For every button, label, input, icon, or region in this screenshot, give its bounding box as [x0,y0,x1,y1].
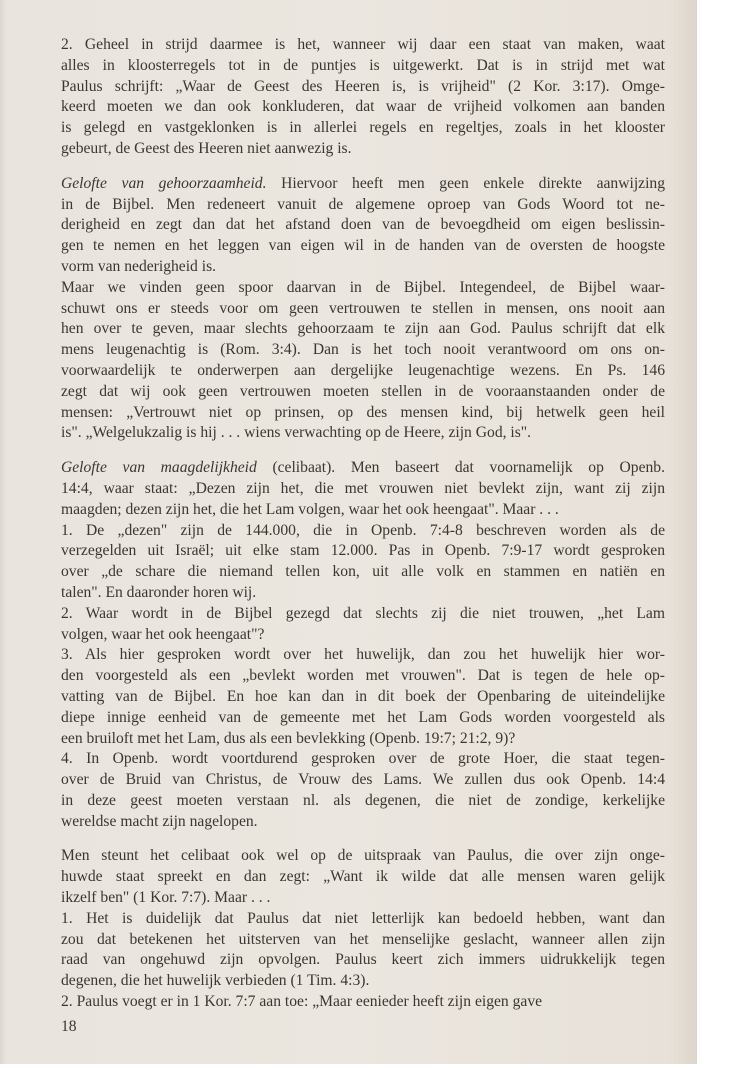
line-text: derigheid en zegt dan dat het afstand doen van de bevoegdheid om eigen beslissin- [61,216,665,234]
paragraph [61,35,665,160]
line-text: over „de schare die niemand tellen kon, uit alle volk en stammen en natiën en [61,563,665,581]
line-text: vatting van de Bijbel. En hoe kan dan in dit boek der Openbaring de uiteindelijke [61,687,665,705]
text-line [61,382,665,403]
line-text: wereldse macht zijn nagelopen. [61,812,258,830]
text-line [61,625,665,646]
text-line [61,299,665,320]
text-line [61,645,665,666]
line-text: mens leugenachtig is (Rom. 3:4). Dan is het toch nooit verantwoord om ons on- [61,341,665,359]
text-line [61,930,665,951]
line-text: volgen, waar het ook heengaat"? [61,625,265,643]
line-text: voorwaardelijk te onderwerpen aan dergelijke leugenachtige wezens. En Ps. 146 [61,361,665,379]
line-text: zegt dat wij ook geen vertrouwen moeten stellen in de vooraanstaanden onder de [61,382,665,400]
text-line [61,278,665,299]
line-text: 2. Paulus voegt er in 1 Kor. 7:7 aan toe: „Maar eenieder heeft zijn eigen gave [61,993,543,1011]
text-line [61,479,665,500]
text-line [61,521,665,542]
text-line [61,687,665,708]
text-line [61,992,665,1013]
paragraph [61,846,665,1012]
body-text [61,35,665,1015]
line-text: een bruiloft met het Lam, dus als een bevlekking (Openb. 19:7; 21:2, 9)? [61,729,516,747]
line-text: zou dat betekenen het uitsterven van het menselijke geslacht, wanneer allen zijn [61,930,665,948]
text-line [61,56,665,77]
line-text: gen te nemen en het leggen van eigen wil in de handen van de oversten de hoogste [61,237,665,255]
text-line [61,35,665,56]
line-text: keerd moeten we dan ook konkluderen, dat waar de vrijheid volkomen aan banden [61,98,665,116]
line-text: hen over te geven, maar slechts gehoorzaam te zijn aan God. Paulus schrijft dat elk [61,320,665,338]
text-line [61,950,665,971]
text-line [61,583,665,604]
line-text: is". „Welgelukzalig is hij . . . wiens verwachting op de Heere, zijn God, is". [61,424,532,442]
line-text: vorm van nederigheid is. [61,257,217,275]
line-text: diepe innige eenheid van de gemeente met het Lam Gods worden voorgesteld als [61,708,665,726]
text-line [61,174,665,195]
paragraph [61,458,665,832]
line-text: Hiervoor heeft men geen enkele direkte aanwijzing [266,174,665,192]
text-line [61,846,665,867]
line-text: Men steunt het celibaat ook wel op de uitspraak van Paulus, die over zijn onge- [61,847,665,865]
text-line [61,541,665,562]
line-text: schuwt ons er steeds voor om geen vertrouwen te stellen in mensen, ons nooit aan [61,299,665,317]
line-text: 3. Als hier gesproken wordt over het huwelijk, dan zou het huwelijk hier wor- [61,646,665,664]
text-line [61,403,665,424]
line-text: mensen: „Vertrouwt niet op prinsen, op des mensen kind, bij hetwelk geen heil [61,403,665,421]
text-line [61,791,665,812]
text-line [61,708,665,729]
line-text: in deze geest moeten verstaan nl. als degenen, die niet de zondige, kerkelijke [61,791,665,809]
line-text: 4. In Openb. wordt voortdurend gesproken over de grote Hoer, die staat tegen- [61,750,665,768]
line-text: huwde staat spreekt en dan zegt: „Want ik wilde dat alle mensen waren gelijk [61,868,665,886]
text-line [61,195,665,216]
text-line [61,118,665,139]
section-heading: Gelofte van gehoorzaamheid. [61,174,267,192]
text-line [61,971,665,992]
text-line [61,319,665,340]
text-line [61,604,665,625]
text-line [61,770,665,791]
line-text: alles in kloosterregels tot in de puntjes is uitgewerkt. Dat is in strijd met wat [61,56,665,74]
line-text: 1. Het is duidelijk dat Paulus dat niet letterlijk kan bedoeld hebben, want dan [61,909,665,927]
text-line [61,500,665,521]
line-text: den voorgesteld als een „bevlekt worden met vrouwen". Dat is tegen de hele op- [61,667,665,685]
line-text: verzegelden uit Israël; uit elke stam 12.000. Pas in Openb. 7:9-17 wordt gesproken [61,542,665,560]
line-text: 14:4, waar staat: „Dezen zijn het, die met vrouwen niet bevlekt zijn, want zij zijn [61,479,665,497]
line-text: ikzelf ben" (1 Kor. 7:7). Maar . . . [61,889,271,907]
line-text: is gelegd en vastgeklonken is in allerlei regels en regeltjes, zoals in het klooster [61,119,665,137]
text-line [61,423,665,444]
text-line [61,97,665,118]
line-text: maagden; dezen zijn het, die het Lam volgen, waar het ook heengaat". Maar . . . [61,500,559,518]
text-line [61,749,665,770]
text-line [61,77,665,98]
text-line [61,812,665,833]
line-text: raad van ongehuwd zijn opvolgen. Paulus keert zich immers uidrukkelijk tegen [61,951,665,969]
text-line [61,888,665,909]
text-line [61,666,665,687]
line-text: 1. De „dezen" zijn de 144.000, die in Openb. 7:4-8 beschreven worden als de [61,521,665,539]
text-line [61,215,665,236]
line-text: (celibaat). Men baseert dat voornamelijk op Openb. [256,459,665,477]
text-line [61,867,665,888]
line-text: in de Bijbel. Men redeneert vanuit de algemene oproep van Gods Woord tot ne- [61,195,665,213]
text-line [61,257,665,278]
text-line [61,562,665,583]
line-text: 2. Geheel in strijd daarmee is het, wanneer wij daar een staat van maken, waat [61,36,665,53]
line-text: over de Bruid van Christus, de Vrouw des Lams. We zullen dus ook Openb. 14:4 [61,771,665,789]
text-line [61,361,665,382]
line-text: Maar we vinden geen spoor daarvan in de Bijbel. Integendeel, de Bijbel waar- [61,278,665,296]
text-line [61,458,665,479]
section-heading: Gelofte van maagdelijkheid [61,459,257,477]
text-line [61,909,665,930]
page-number: 18 [61,1018,77,1035]
line-text: degenen, die het huwelijk verbieden (1 Tim. 4:3). [61,972,370,990]
line-text: gebeurt, de Geest des Heeren niet aanwezig is. [61,139,352,157]
line-text: 2. Waar wordt in de Bijbel gezegd dat slechts zij die niet trouwen, „het Lam [61,604,665,622]
text-line [61,139,665,160]
line-text: Paulus schrijft: „Waar de Geest des Heeren is, is vrijheid" (2 Kor. 3:17). Omge- [61,77,665,95]
paragraph [61,174,665,444]
text-line [61,236,665,257]
line-text: talen". En daaronder horen wij. [61,583,257,601]
text-line [61,340,665,361]
text-line [61,729,665,750]
